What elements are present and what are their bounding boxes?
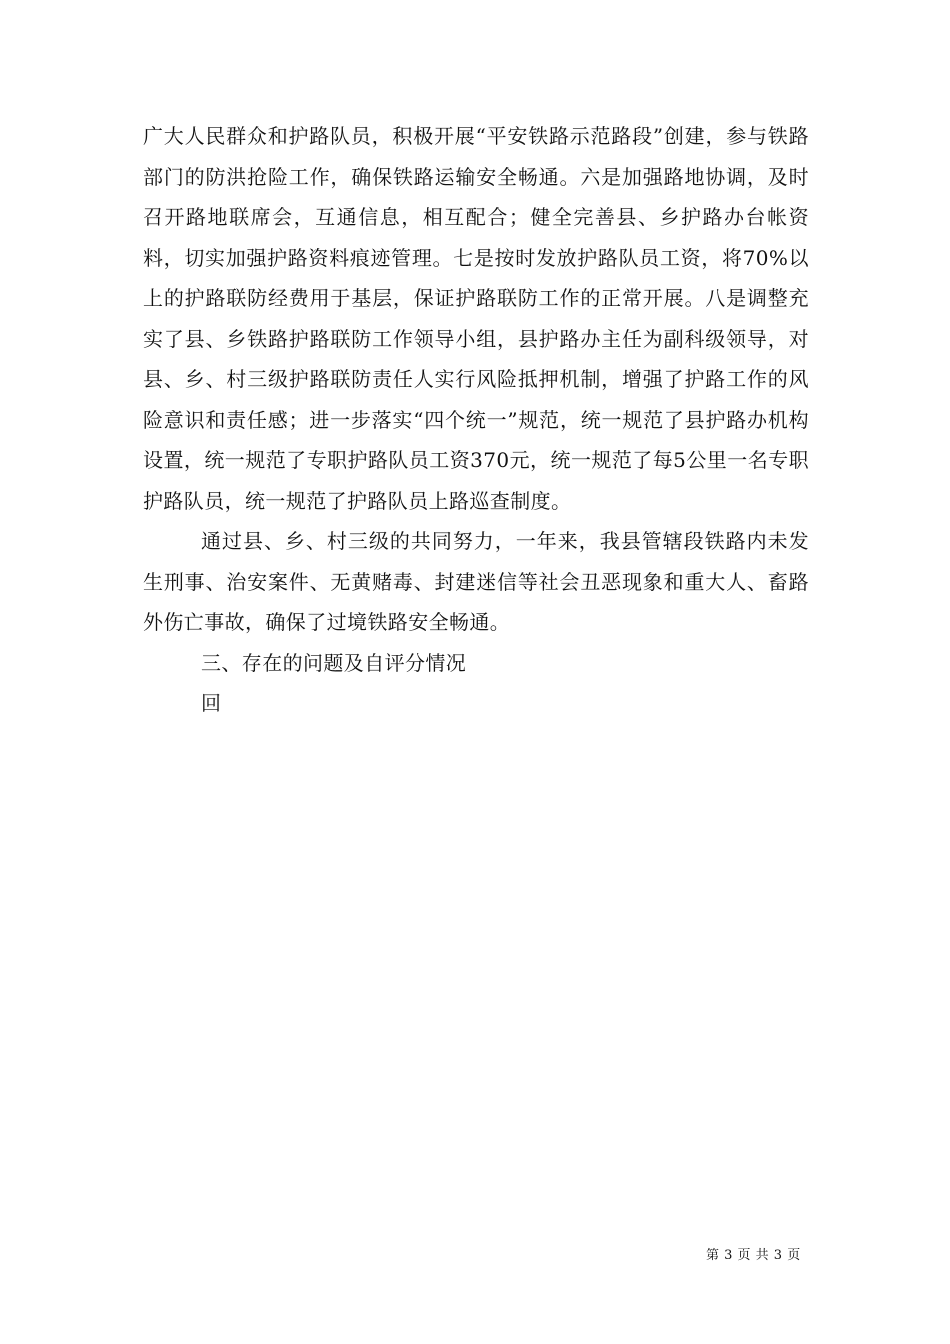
paragraph-fragment: 回: [201, 691, 222, 715]
document-body: [143, 116, 809, 724]
paragraph-summary: 通过县、乡、村三级的共同努力，一年来，我县管辖段铁路内未发生刑事、治安案件、无黄赌毒、封建迷信等社会丑恶现象和重大人、畜路外伤亡事故，确保了过境铁路安全畅通。: [143, 529, 809, 634]
section-heading-problems: 三、存在的问题及自评分情况: [201, 650, 467, 675]
paragraph-continuation: 广大人民群众和护路队员，积极开展“平安铁路示范路段”创建，参与铁路部门的防洪抢险工作，确保铁路运输安全畅通。六是加强路地协调，及时召开路地联席会，互通信息，相互配合；健全完善县、乡护路办台帐资料，切实加强护路资料痕迹管理。七是按时发放护路队员工资，将70%以上的护路联防经费用于基层，保证护路联防工作的正常开展。八是调整充实了县、乡铁路护路联防工作领导小组，县护路办主任为副科级领导，对县、乡、村三级护路联防责任人实行风险抵押机制，增强了护路工作的风险意识和责任感；进一步落实“四个统一”规范，统一规范了县护路办机构设置，统一规范了专职护路队员工资370元，统一规范了每5公里一名专职护路队员，统一规范了护路队员上路巡查制度。: [143, 124, 809, 513]
page-number-footer: 第 3 页 共 3 页: [706, 1248, 801, 1263]
